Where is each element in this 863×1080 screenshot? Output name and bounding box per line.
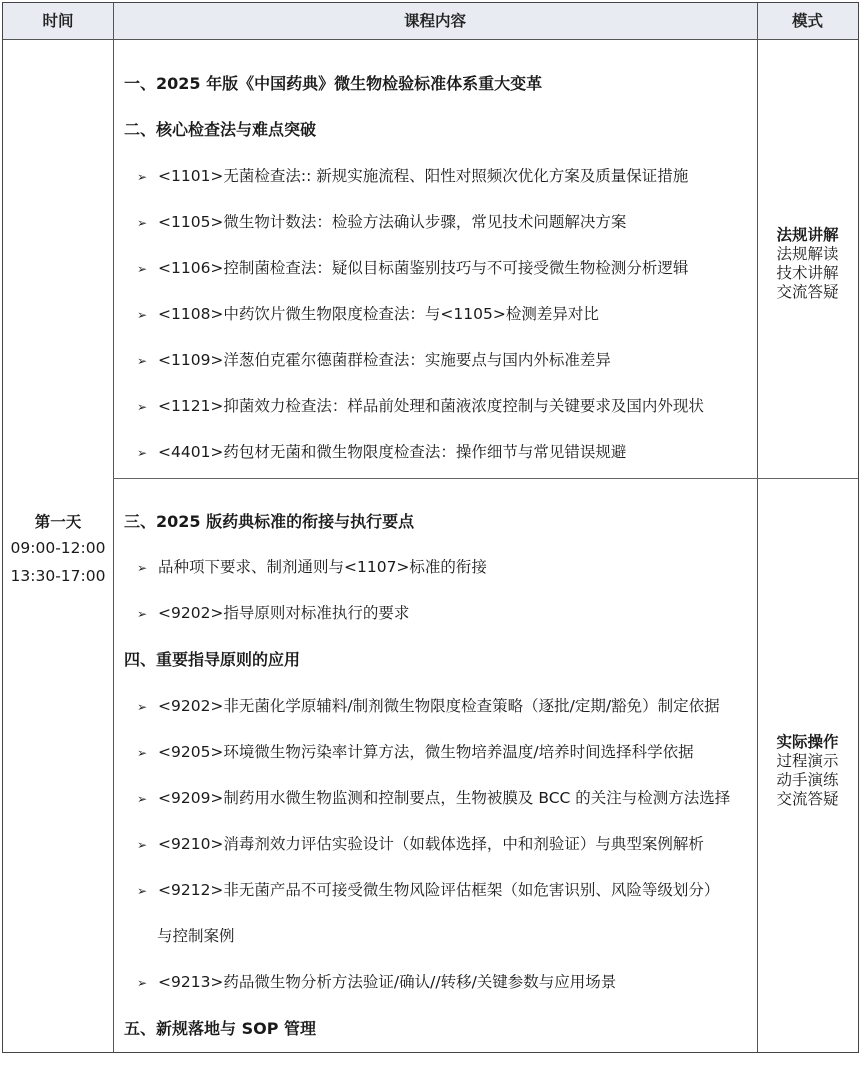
list-item-text: <1109>洋葱伯克霍尔德菌群检查法：实施要点与国内外标准差异 bbox=[158, 351, 611, 369]
row-divider bbox=[113, 478, 858, 479]
arrow-bullet-icon: ➢ bbox=[137, 976, 148, 990]
mode-item: 动手演练 bbox=[776, 771, 839, 789]
table-header bbox=[3, 3, 858, 40]
arrow-bullet-icon: ➢ bbox=[137, 262, 148, 276]
header-time: 时间 bbox=[42, 12, 74, 30]
arrow-bullet-icon: ➢ bbox=[137, 746, 148, 760]
day-label: 第一天 bbox=[34, 513, 82, 531]
arrow-bullet-icon: ➢ bbox=[137, 607, 148, 621]
list-item bbox=[137, 440, 626, 462]
list-item bbox=[137, 694, 720, 716]
time-slot-afternoon: 13:30-17:00 bbox=[10, 567, 106, 585]
arrow-bullet-icon: ➢ bbox=[137, 838, 148, 852]
list-item-text: <9205>环境微生物污染率计算方法，微生物培养温度/培养时间选择科学依据 bbox=[158, 743, 694, 761]
list-item bbox=[137, 601, 409, 623]
list-item-text: <9210>消毒剂效力评估实验设计（如载体选择，中和剂验证）与典型案例解析 bbox=[158, 835, 704, 853]
list-item bbox=[137, 832, 704, 854]
header-mode: 模式 bbox=[791, 12, 823, 30]
section-heading: 五、新规落地与 SOP 管理 bbox=[124, 1019, 316, 1038]
course-table bbox=[2, 2, 859, 1053]
list-item-text: <4401>药包材无菌和微生物限度检查法：操作细节与常见错误规避 bbox=[158, 443, 627, 461]
list-item-text: <1121>抑菌效力检查法：样品前处理和菌液浓度控制与关键要求及国内外现状 bbox=[158, 397, 704, 415]
arrow-bullet-icon: ➢ bbox=[137, 400, 148, 414]
list-item bbox=[137, 878, 719, 900]
section-heading: 一、2025 年版《中国药典》微生物检验标准体系重大变革 bbox=[124, 74, 543, 93]
list-item-text: <9213>药品微生物分析方法验证/确认//转移/关键参数与应用场景 bbox=[158, 973, 617, 991]
section-heading: 二、核心检查法与难点突破 bbox=[124, 120, 317, 139]
list-item-text: <9202>指导原则对标准执行的要求 bbox=[158, 604, 410, 622]
mode-cell-regulation bbox=[757, 225, 858, 302]
mode-item: 法规解读 bbox=[776, 245, 839, 263]
arrow-bullet-icon: ➢ bbox=[137, 700, 148, 714]
header-content: 课程内容 bbox=[403, 12, 466, 30]
list-item bbox=[137, 394, 704, 416]
time-cell bbox=[3, 510, 113, 590]
list-item-text: <9212>非无菌产品不可接受微生物风险评估框架（如危害识别、风险等级划分） bbox=[158, 881, 720, 899]
list-item-text: <1101>无菌检查法:: 新规实施流程、阳性对照频次优化方案及质量保证措施 bbox=[158, 167, 689, 185]
list-item bbox=[137, 555, 487, 577]
list-item-text: <9202>非无菌化学原辅料/制剂微生物限度检查策略（逐批/定期/豁免）制定依据 bbox=[158, 697, 720, 715]
section-heading: 三、2025 版药典标准的衔接与执行要点 bbox=[124, 512, 415, 531]
list-item bbox=[137, 164, 688, 186]
list-item-text: <1106>控制菌检查法：疑似目标菌鉴别技巧与不可接受微生物检测分析逻辑 bbox=[158, 259, 689, 277]
mode-title: 法规讲解 bbox=[776, 226, 839, 244]
mode-item: 技术讲解 bbox=[776, 264, 839, 282]
arrow-bullet-icon: ➢ bbox=[137, 446, 148, 460]
arrow-bullet-icon: ➢ bbox=[137, 308, 148, 322]
list-item bbox=[137, 970, 616, 992]
mode-title: 实际操作 bbox=[776, 733, 839, 751]
column-divider bbox=[757, 3, 758, 1052]
list-item bbox=[137, 740, 694, 762]
list-item-text: <9209>制药用水微生物监测和控制要点，生物被膜及 BCC 的关注与检测方法选择 bbox=[158, 789, 731, 807]
list-item bbox=[137, 256, 688, 278]
list-item bbox=[137, 210, 626, 232]
section-heading: 四、重要指导原则的应用 bbox=[124, 650, 301, 669]
arrow-bullet-icon: ➢ bbox=[137, 884, 148, 898]
list-item bbox=[137, 302, 599, 324]
column-divider bbox=[113, 3, 114, 1052]
list-item-continuation: 与控制案例 bbox=[157, 927, 235, 945]
arrow-bullet-icon: ➢ bbox=[137, 216, 148, 230]
mode-cell-practice bbox=[757, 732, 858, 809]
mode-item: 交流答疑 bbox=[776, 283, 839, 301]
list-item bbox=[137, 786, 730, 808]
mode-item: 过程演示 bbox=[776, 752, 839, 770]
mode-item: 交流答疑 bbox=[776, 790, 839, 808]
list-item-text: 品种项下要求、制剂通则与<1107>标准的衔接 bbox=[158, 558, 487, 576]
list-item-text: <1108>中药饮片微生物限度检查法：与<1105>检测差异对比 bbox=[158, 305, 599, 323]
arrow-bullet-icon: ➢ bbox=[137, 354, 148, 368]
list-item-text: <1105>微生物计数法：检验方法确认步骤，常见技术问题解决方案 bbox=[158, 213, 627, 231]
arrow-bullet-icon: ➢ bbox=[137, 170, 148, 184]
arrow-bullet-icon: ➢ bbox=[137, 792, 148, 806]
time-slot-morning: 09:00-12:00 bbox=[10, 539, 106, 557]
arrow-bullet-icon: ➢ bbox=[137, 561, 148, 575]
list-item bbox=[137, 348, 611, 370]
